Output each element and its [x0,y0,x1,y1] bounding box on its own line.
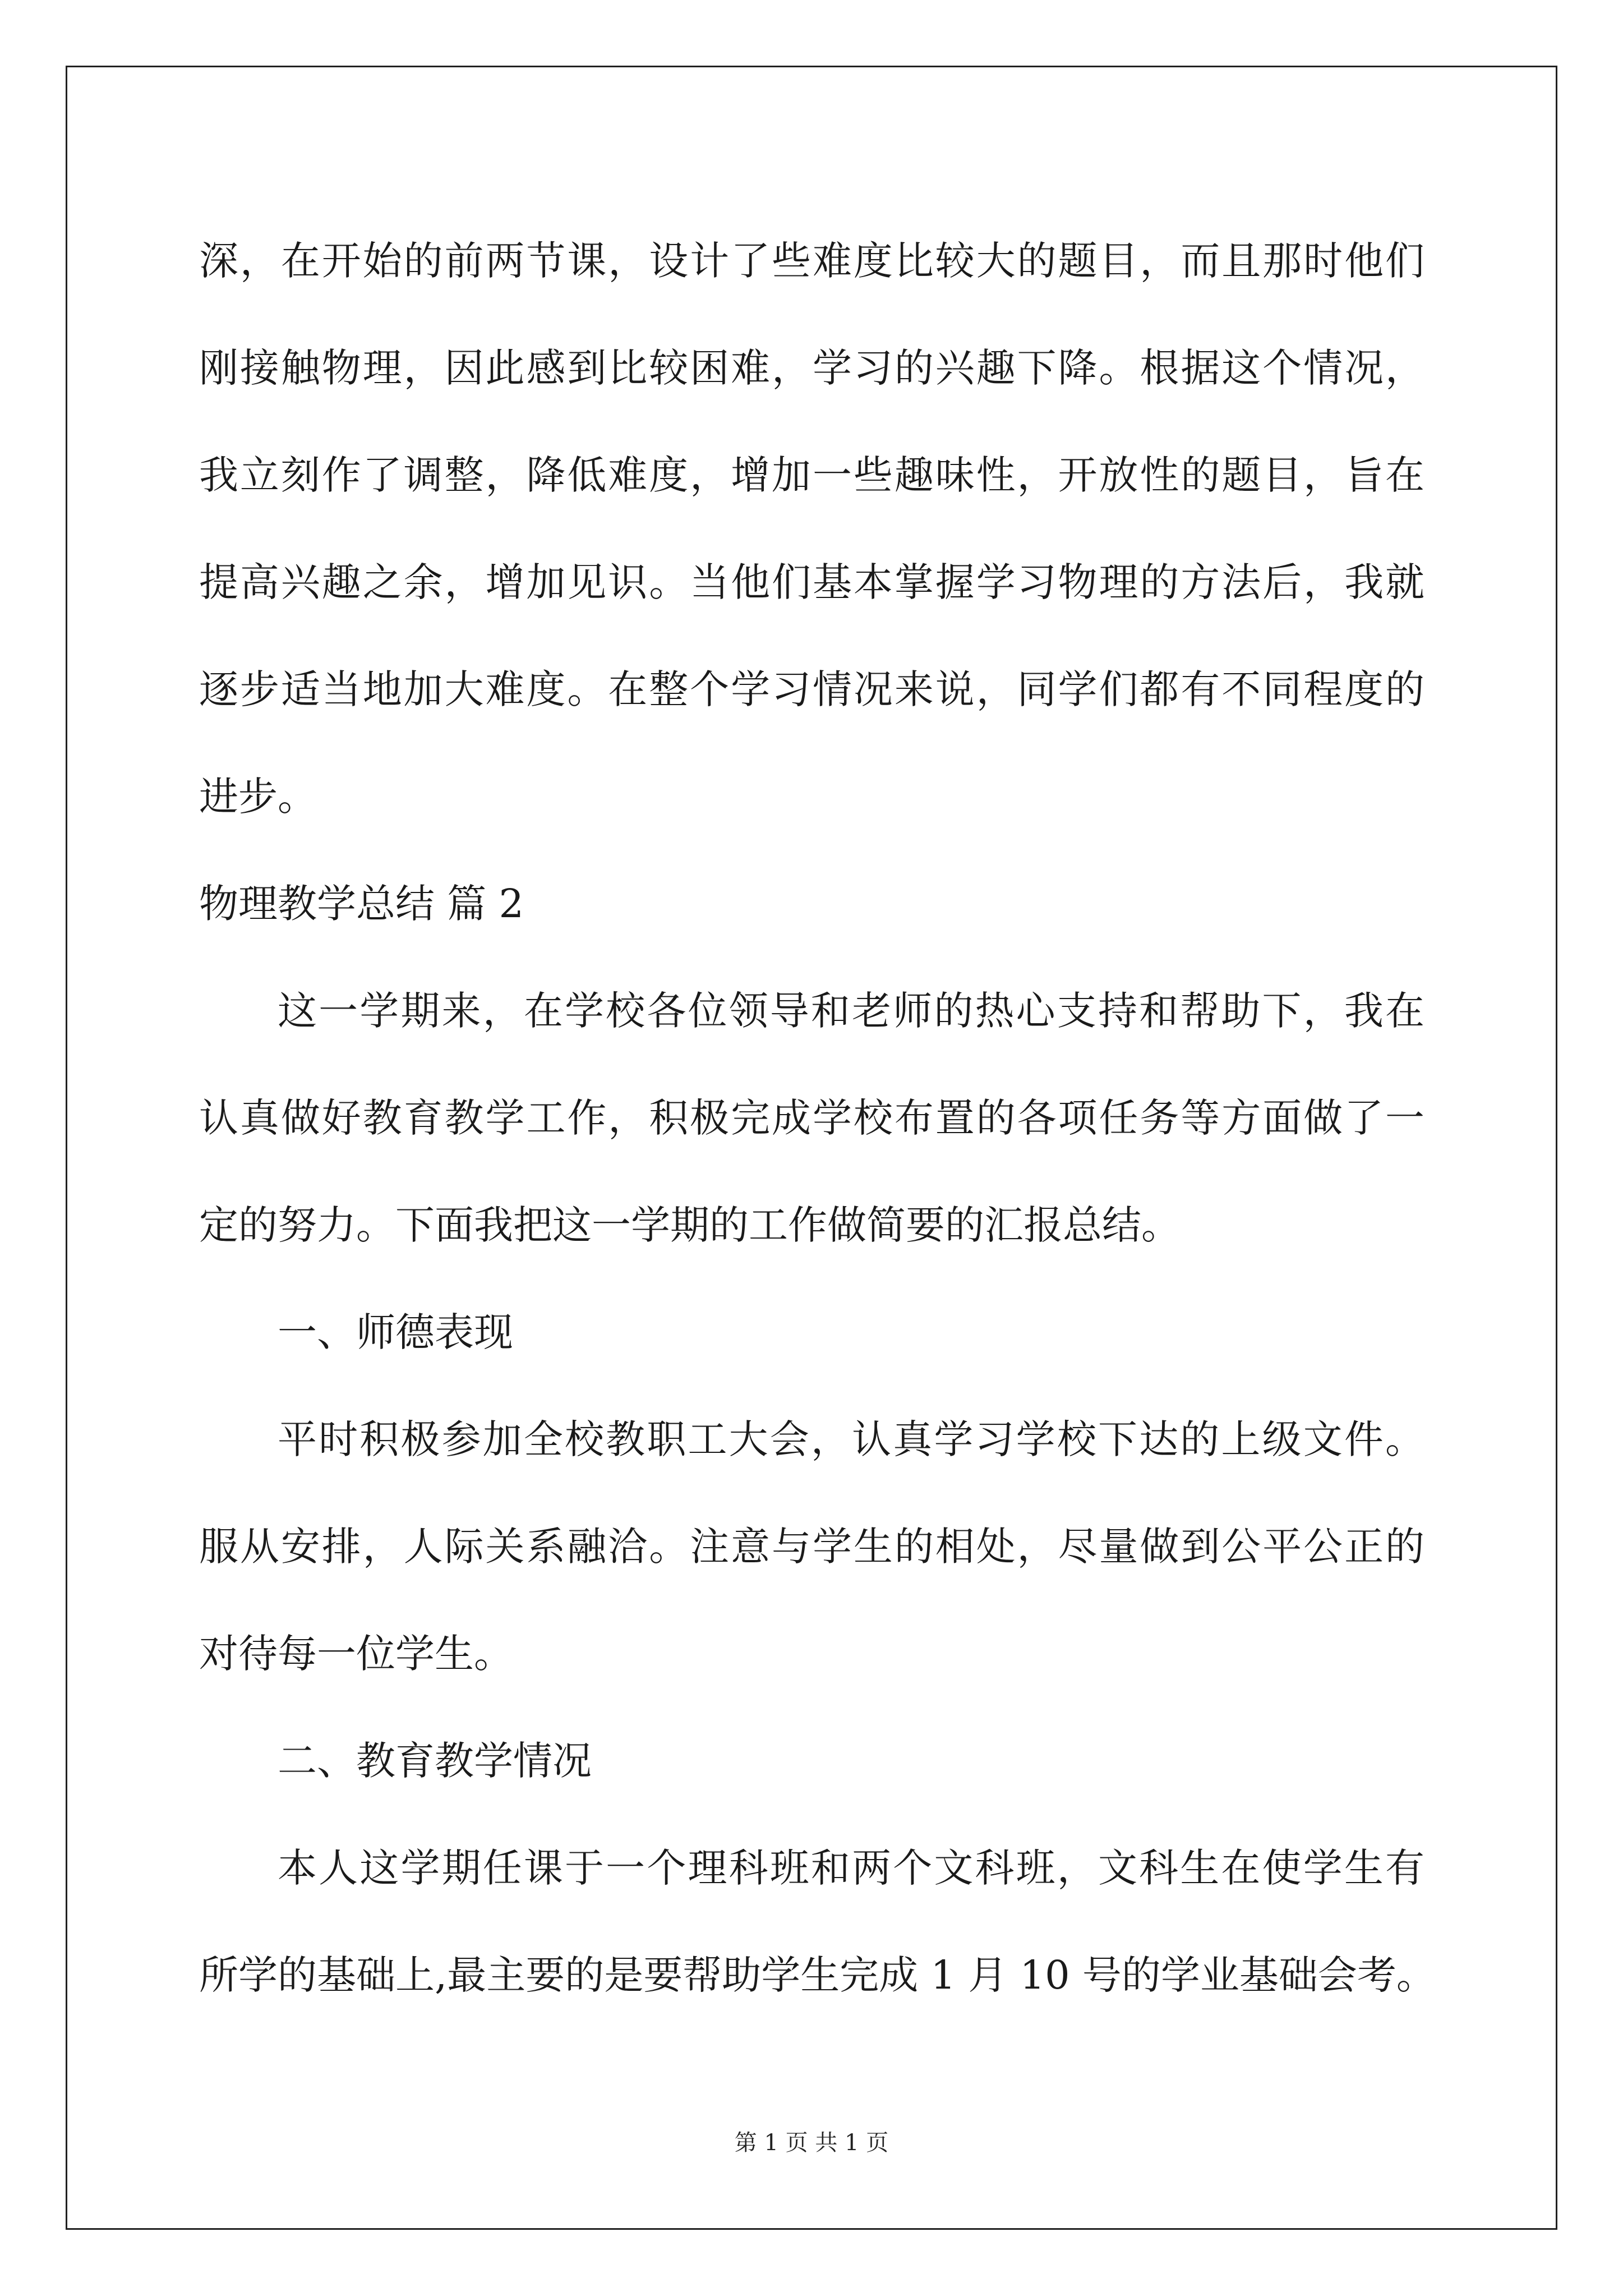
text-line: 物理教学总结 篇 2 [199,881,524,927]
text-line: 我立刻作了调整，降低难度，增加一些趣味性，开放性的题目，旨在 [199,452,1424,498]
text-line: 本人这学期任课于一个理科班和两个文科班，文科生在使学生有 [278,1845,1424,1891]
text-line: 深，在开始的前两节课，设计了些难度比较大的题目，而且那时他们 [199,238,1424,284]
text-line: 这一学期来，在学校各位领导和老师的热心支持和帮助下，我在 [278,988,1424,1034]
text-line: 所学的基础上,最主要的是要帮助学生完成 1 月 10 号的学业基础会考。 [199,1952,1436,1998]
text-line: 一、师德表现 [278,1309,513,1355]
text-line: 逐步适当地加大难度。在整个学习情况来说，同学们都有不同程度的 [199,666,1424,712]
text-line: 对待每一位学生。 [199,1631,513,1677]
text-line: 定的努力。下面我把这一学期的工作做简要的汇报总结。 [199,1202,1181,1248]
document-body [199,208,1436,2029]
text-line: 服从安排，人际关系融洽。注意与学生的相处，尽量做到公平公正的 [199,1524,1424,1570]
text-line: 提高兴趣之余，增加见识。当他们基本掌握学习物理的方法后，我就 [199,559,1424,605]
text-line: 认真做好教育教学工作，积极完成学校布置的各项任务等方面做了一 [199,1095,1424,1141]
text-line: 刚接触物理，因此感到比较困难，学习的兴趣下降。根据这个情况， [199,345,1424,391]
text-line: 平时积极参加全校教职工大会，认真学习学校下达的上级文件。 [278,1416,1424,1462]
page-footer: 第 1 页 共 1 页 [734,2130,889,2156]
text-line: 二、教育教学情况 [278,1738,592,1784]
text-line: 进步。 [199,774,317,820]
